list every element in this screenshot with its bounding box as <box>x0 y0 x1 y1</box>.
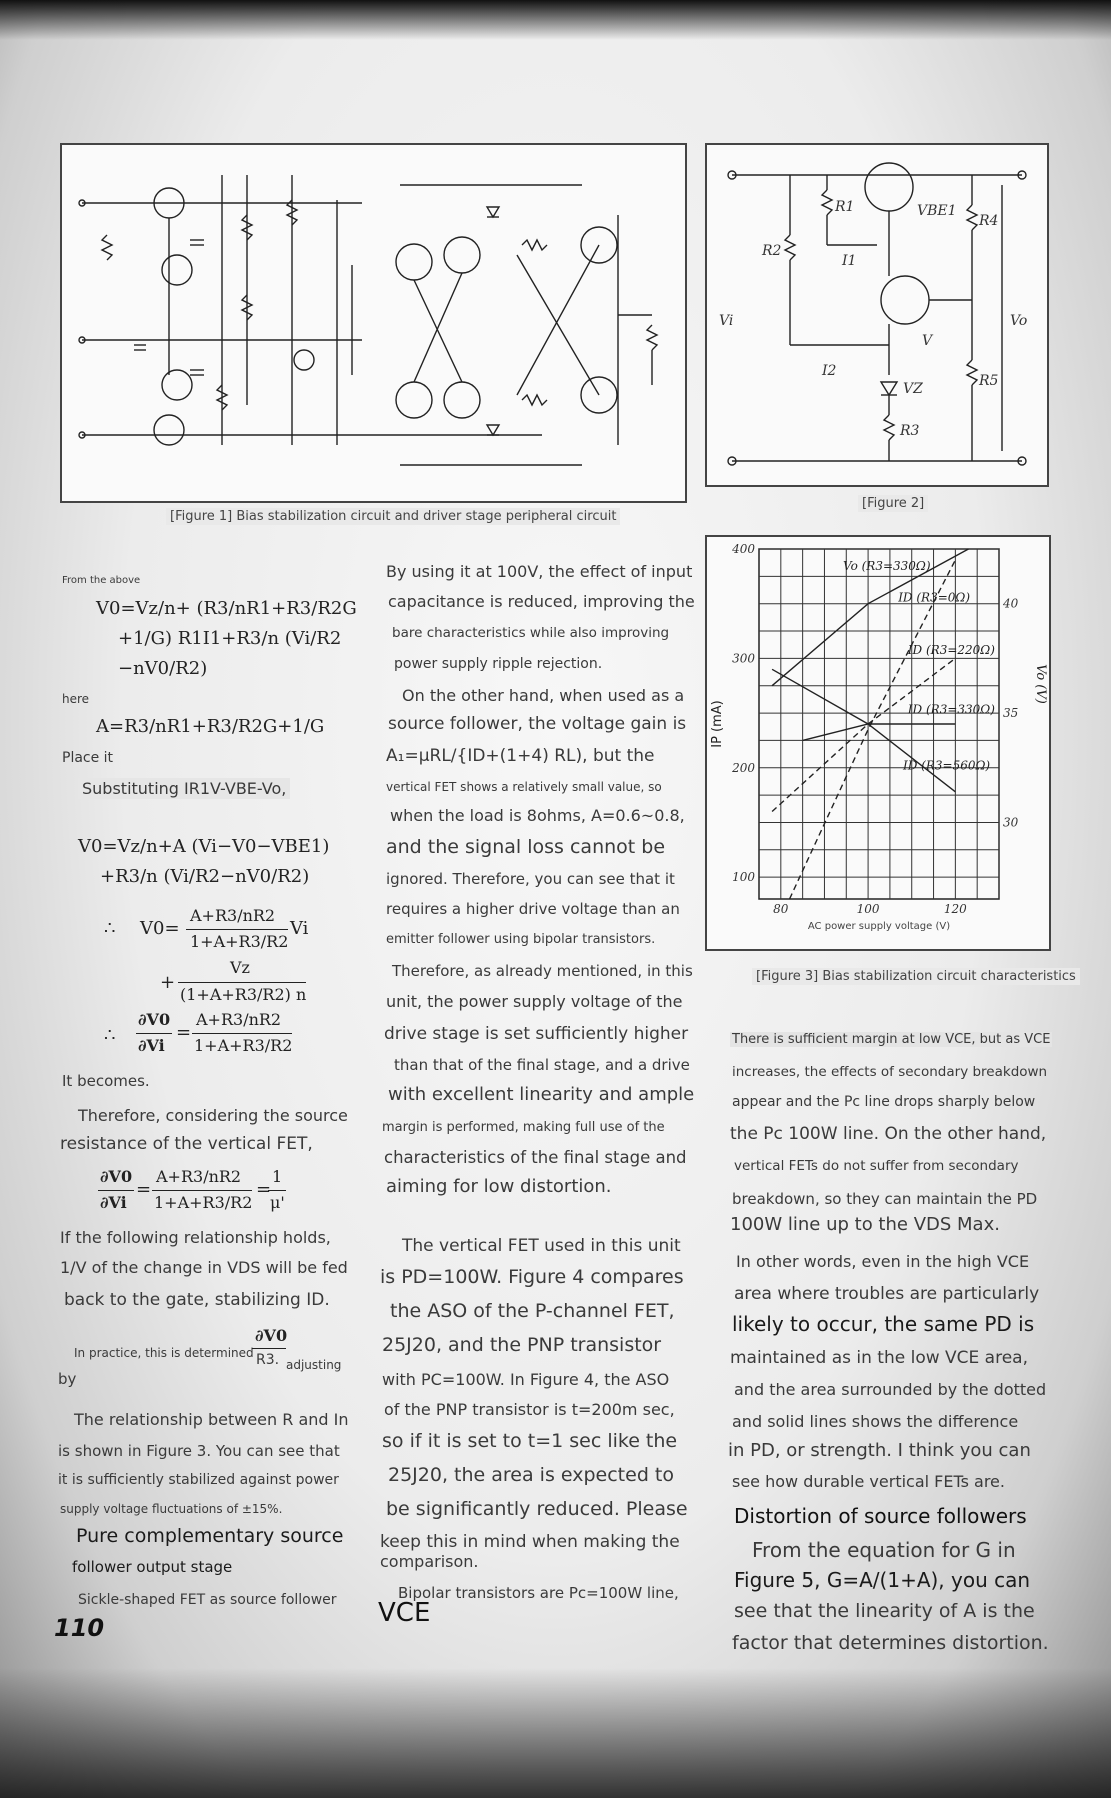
equation-4-lhs: V0= <box>140 918 180 939</box>
x-tick-label: 120 <box>943 902 967 916</box>
equation-3-line-2: +R3/n (Vi/R2−nV0/R2) <box>100 866 310 887</box>
col1-para2-line3: back to the gate, stabilizing ID. <box>64 1290 330 1310</box>
col2-line-24: the ASO of the P-channel FET, <box>390 1300 675 1322</box>
equation-6-numerator: A+R3/nR2 <box>196 1010 282 1029</box>
col3-line-18: see that the linearity of A is the <box>734 1600 1035 1622</box>
col2-line-26: with PC=100W. In Figure 4, the ASO <box>382 1370 670 1389</box>
label-vo: Vo <box>1010 313 1028 329</box>
col2-line-1: By using it at 100V, the effect of input <box>386 562 693 581</box>
col2-line-22: The vertical FET used in this unit <box>402 1236 681 1256</box>
top-shadow <box>0 0 1111 40</box>
col3-line-15: see how durable vertical FETs are. <box>732 1472 1005 1491</box>
equals-sign-1: = <box>176 1022 192 1043</box>
equation-4-denominator: 1+A+R3/R2 <box>190 932 289 951</box>
label-i2: I2 <box>822 363 837 379</box>
equation-6-fraction-bar <box>192 1033 292 1034</box>
equation-7-rhs-denominator: μ' <box>270 1193 285 1212</box>
col2-line-8: vertical FET shows a relatively small value, so <box>386 780 662 794</box>
y-tick-label: 300 <box>732 651 755 666</box>
equation-4-fraction-bar <box>186 929 288 930</box>
col3-line-2: increases, the effects of secondary breakdown <box>732 1064 1048 1080</box>
series-label: ID (R3=560Ω) <box>903 758 991 773</box>
bias-circuit-schematic <box>707 145 1047 485</box>
col1-para3-frac-den: R3. <box>256 1352 280 1368</box>
label-r2: R2 <box>762 243 782 259</box>
col1-para3-line1: In practice, this is determined <box>74 1346 254 1360</box>
col1-para4-line3: it is sufficiently stabilized against power <box>58 1472 339 1488</box>
figure-2-caption: [Figure 2] <box>858 495 928 512</box>
col2-line-18: with excellent linearity and ample <box>388 1084 695 1105</box>
col1-para1-line1: Therefore, considering the source <box>78 1106 348 1125</box>
equation-6-denominator: 1+A+R3/R2 <box>194 1036 293 1055</box>
equation-7-lhs-bar <box>98 1190 134 1191</box>
col3-line-7: 100W line up to the VDS Max. <box>730 1214 1000 1235</box>
col2-line-10: and the signal loss cannot be <box>386 836 666 858</box>
col2-line-31: keep this in mind when making the <box>380 1532 680 1552</box>
col2-line-27: of the PNP transistor is t=200m sec, <box>384 1400 675 1419</box>
equation-7-numerator: A+R3/nR2 <box>156 1167 242 1186</box>
equation-7-denominator: 1+A+R3/R2 <box>154 1193 253 1212</box>
col3-line-16: From the equation for G in <box>752 1538 1016 1562</box>
col3-line-13: and solid lines shows the difference <box>732 1412 1019 1431</box>
col2-line-16: drive stage is set sufficiently higher <box>384 1024 689 1044</box>
section-heading-line2: follower output stage <box>72 1558 233 1576</box>
equation-4-vi: Vi <box>290 918 309 939</box>
equation-5-numerator: Vz <box>230 958 250 977</box>
series-label: ID (R3=330Ω) <box>907 702 995 717</box>
col1-para4-line4: supply voltage fluctuations of ±15%. <box>60 1502 283 1516</box>
col2-line-17: than that of the final stage, and a drive <box>394 1056 690 1074</box>
col2-line-11: ignored. Therefore, you can see that it <box>386 870 675 888</box>
therefore-1: ∴ <box>104 918 116 939</box>
col2-line-5: On the other hand, when used as a <box>402 686 685 705</box>
equation-7-lhs-numerator: ∂V0 <box>100 1167 133 1186</box>
y-tick-label: 400 <box>732 542 755 556</box>
figure-2-circuit <box>705 143 1049 487</box>
subsection-heading: Sickle-shaped FET as source follower <box>78 1592 337 1608</box>
therefore-2: ∴ <box>104 1025 116 1046</box>
series-label: Vo (R3=330Ω) <box>843 559 931 573</box>
label-v: V <box>922 333 933 349</box>
y-axis-label: IP (mA) <box>710 700 725 748</box>
page-number: 110 <box>54 1614 105 1642</box>
equation-7-rhs-bar <box>268 1190 286 1191</box>
col3-line-17: Figure 5, G=A/(1+A), you can <box>734 1568 1031 1592</box>
y2-tick-label: 30 <box>1003 815 1019 830</box>
here-label: here <box>62 692 90 706</box>
equation-1-line-3: −nV0/R2) <box>118 658 208 679</box>
col2-line-32: comparison. <box>380 1552 479 1571</box>
it-becomes: It becomes. <box>62 1072 150 1090</box>
col2-line-14: Therefore, as already mentioned, in this <box>392 962 693 980</box>
y-tick-label: 100 <box>732 870 755 885</box>
col1-para1-line2: resistance of the vertical FET, <box>60 1134 313 1154</box>
col3-line-4: the Pc 100W line. On the other hand, <box>730 1124 1047 1144</box>
col2-line-19: margin is performed, making full use of the <box>382 1120 665 1135</box>
label-vi: Vi <box>719 313 734 329</box>
label-r1: R1 <box>835 199 855 215</box>
col3-line-1: There is sufficient margin at low VCE, but as VCE <box>732 1032 1051 1047</box>
col2-line-4: power supply ripple rejection. <box>394 656 603 672</box>
col3-line-8: In other words, even in the high VCE <box>736 1252 1030 1271</box>
figure-3-chart <box>705 535 1051 951</box>
series-label: ID (R3=220Ω) <box>907 643 995 657</box>
col2-line-6: source follower, the voltage gain is <box>388 714 687 734</box>
col3-line-3: appear and the Pc line drops sharply below <box>732 1094 1036 1110</box>
label-r3: R3 <box>900 423 920 439</box>
equation-3-line-1: V0=Vz/n+A (Vi−V0−VBE1) <box>78 836 330 857</box>
col1-para4-line2: is shown in Figure 3. You can see that <box>58 1442 340 1460</box>
series-line <box>772 669 955 792</box>
equation-1-line-1: V0=Vz/n+ (R3/nR1+R3/R2G <box>96 598 357 619</box>
col1-para4-line1: The relationship between R and In <box>74 1410 349 1429</box>
col3-line-9: area where troubles are particularly <box>734 1284 1040 1304</box>
equation-6-lhs-bar <box>136 1033 172 1034</box>
figure-1-circuit <box>60 143 687 503</box>
col1-para2-line1: If the following relationship holds, <box>60 1228 331 1247</box>
figure-3-caption: [Figure 3] Bias stabilization circuit characteristics <box>752 968 1080 985</box>
col2-line-29: 25J20, the area is expected to <box>388 1464 674 1486</box>
series-label: ID (R3=0Ω) <box>898 590 971 605</box>
col3-line-14: in PD, or strength. I think you can <box>728 1440 1031 1461</box>
y2-tick-label: 40 <box>1003 596 1019 611</box>
col2-line-28: so if it is set to t=1 sec like the <box>382 1430 678 1452</box>
y2-axis-label: Vo (V) <box>1033 664 1048 704</box>
label-r5: R5 <box>979 373 999 389</box>
place-it-label: Place it <box>62 750 114 766</box>
equation-7-lhs-denominator: ∂Vi <box>100 1193 127 1212</box>
col1-para2-line2: 1/V of the change in VDS will be fed <box>60 1258 348 1277</box>
col3-line-19: factor that determines distortion. <box>732 1632 1049 1654</box>
from-above: From the above <box>62 575 141 586</box>
equation-2: A=R3/nR1+R3/R2G+1/G <box>96 716 325 737</box>
col2-line-2: capacitance is reduced, improving the <box>388 592 695 611</box>
x-tick-label: 80 <box>773 902 789 916</box>
col3-line-12: and the area surrounded by the dotted <box>734 1380 1047 1399</box>
substituting-line: Substituting IR1V-VBE-Vo, <box>78 778 290 799</box>
equation-7-fraction-bar <box>152 1190 252 1191</box>
label-vz: VZ <box>903 381 923 397</box>
col2-line-15: unit, the power supply voltage of the <box>386 992 683 1011</box>
col1-para3-adjusting: adjusting <box>286 1358 342 1372</box>
bottom-shadow <box>0 1668 1111 1798</box>
col3-line-11: maintained as in the low VCE area, <box>730 1348 1028 1368</box>
y-tick-label: 200 <box>732 760 755 775</box>
label-vbe1: VBE1 <box>917 203 957 219</box>
section-heading-line1: Pure complementary source <box>76 1525 344 1547</box>
col1-para3-frac-num: ∂V0 <box>255 1326 288 1345</box>
equation-5-fraction-bar <box>178 982 306 983</box>
equals-sign-3: = <box>256 1179 272 1200</box>
equation-4-numerator: A+R3/nR2 <box>190 906 276 925</box>
col2-line-30: be significantly reduced. Please <box>386 1498 688 1520</box>
col2-line-25: 25J20, and the PNP transistor <box>382 1334 662 1356</box>
col3-line-5: vertical FETs do not suffer from secondary <box>734 1158 1019 1174</box>
col2-line-34: VCE <box>378 1598 431 1628</box>
driver-stage-schematic <box>62 145 685 501</box>
equation-5-plus: + <box>160 972 176 993</box>
col2-line-7: A₁=μRL/{ID+(1+4) RL), but the <box>386 746 655 766</box>
label-i1: I1 <box>842 253 857 269</box>
col3-line-10: likely to occur, the same PD is <box>732 1312 1035 1336</box>
col2-line-12: requires a higher drive voltage than an <box>386 900 680 918</box>
label-r4: R4 <box>979 213 999 229</box>
col2-line-13: emitter follower using bipolar transistors. <box>386 932 656 947</box>
x-tick-label: 100 <box>856 902 880 916</box>
equation-6-lhs-numerator: ∂V0 <box>138 1010 171 1029</box>
col2-line-33: Bipolar transistors are Pc=100W line, <box>398 1584 679 1602</box>
col2-line-3: bare characteristics while also improving <box>392 625 670 641</box>
col3-heading: Distortion of source followers <box>734 1504 1027 1528</box>
y2-tick-label: 35 <box>1003 706 1019 721</box>
equation-1-line-2: +1/G) R1I1+R3/n (Vi/R2 <box>118 628 342 649</box>
figure-1-caption: [Figure 1] Bias stabilization circuit and driver stage peripheral circuit <box>166 508 620 525</box>
col3-line-6: breakdown, so they can maintain the PD <box>732 1190 1038 1208</box>
col2-line-23: is PD=100W. Figure 4 compares <box>380 1266 684 1288</box>
equation-7-rhs-numerator: 1 <box>272 1167 283 1186</box>
bias-characteristics-chart <box>707 537 1049 949</box>
equation-6-lhs-denominator: ∂Vi <box>138 1036 165 1055</box>
col1-para3-by: by <box>58 1370 77 1388</box>
x-axis-label: AC power supply voltage (V) <box>807 921 951 932</box>
col1-para3-frac-bar <box>252 1348 286 1349</box>
col2-line-21: aiming for low distortion. <box>386 1176 612 1197</box>
col2-line-9: when the load is 8ohms, A=0.6~0.8, <box>390 806 685 825</box>
equals-sign-2: = <box>136 1179 152 1200</box>
series-line <box>790 560 956 899</box>
col2-line-20: characteristics of the final stage and <box>384 1148 687 1167</box>
series-line <box>772 658 955 811</box>
equation-5-denominator: (1+A+R3/R2) n <box>180 985 307 1004</box>
